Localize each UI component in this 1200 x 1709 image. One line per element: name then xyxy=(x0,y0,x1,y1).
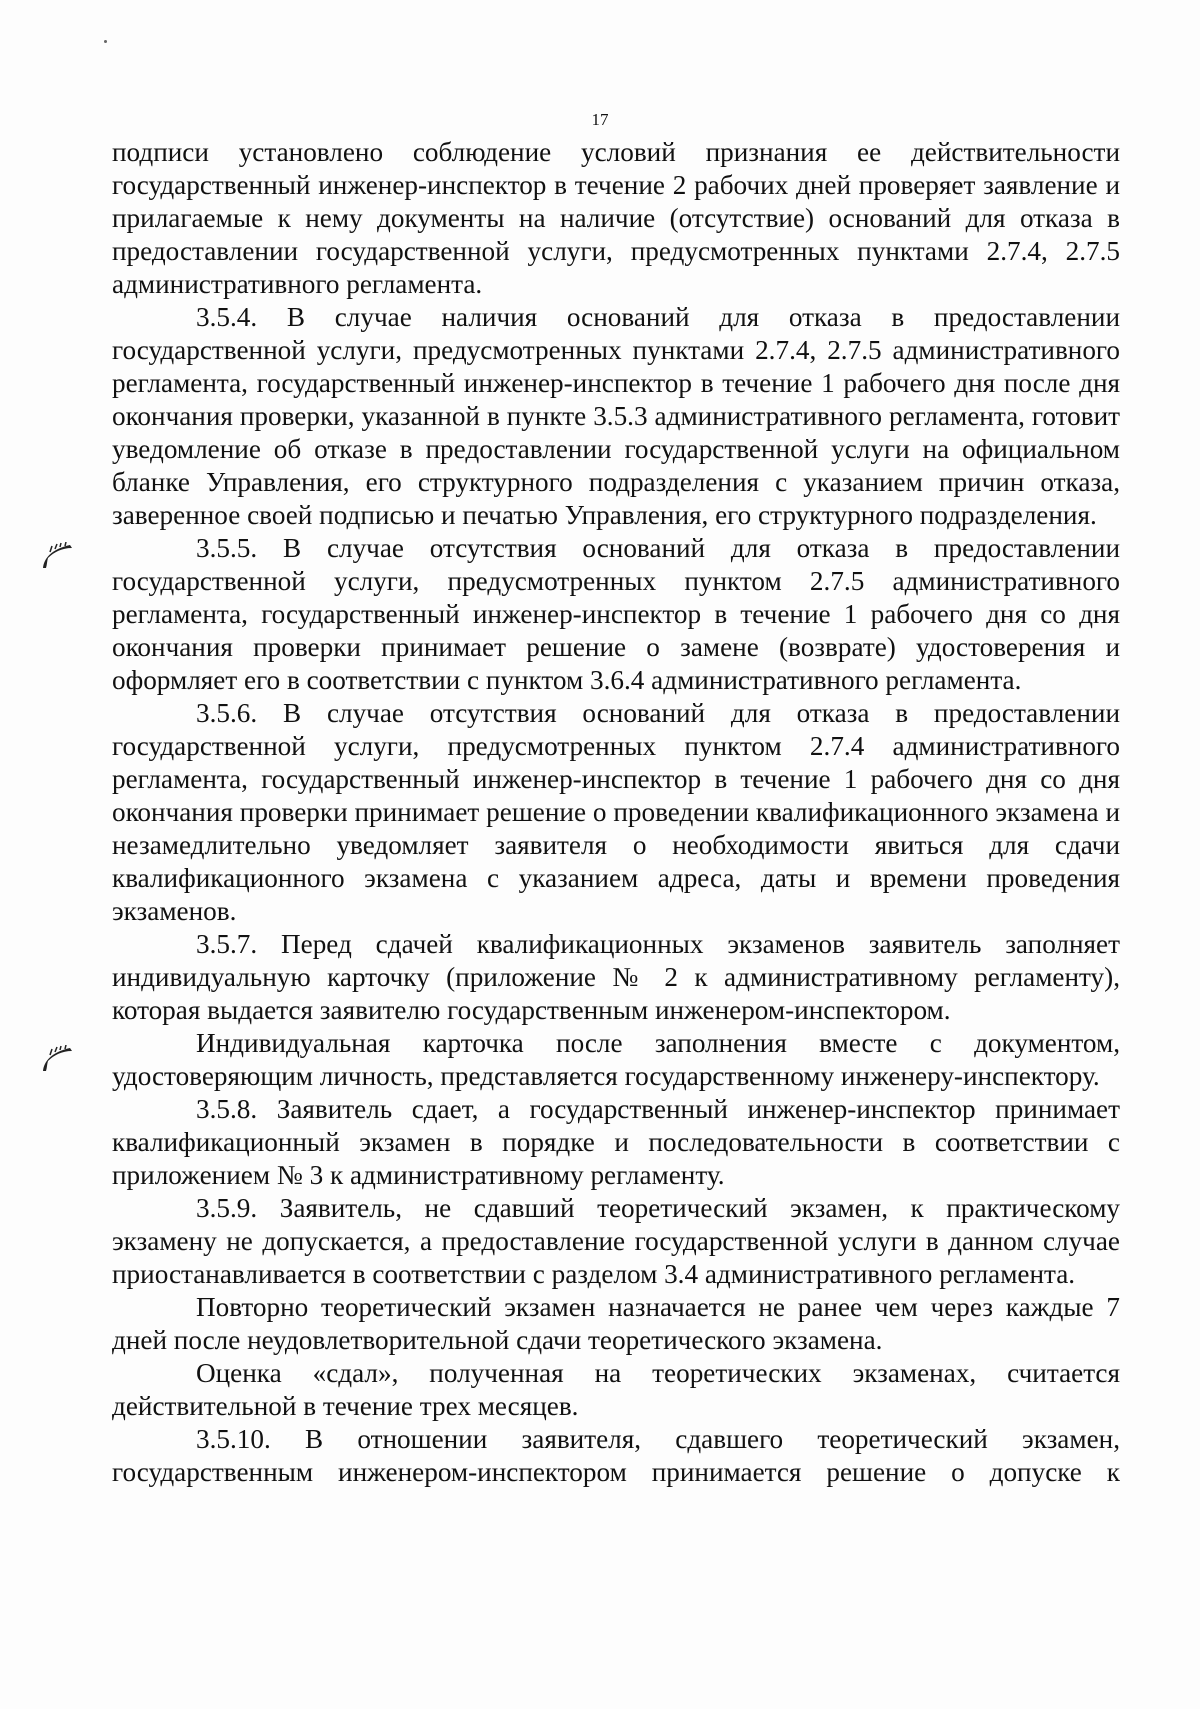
paragraph-3-5-10: 3.5.10. В отношении заявителя, сдавшего теоретический экзамен, государственным инженером-инспектором принимается решение о допуске к xyxy=(112,1424,1120,1487)
paragraph: Оценка «сдал», полученная на теоретических экзаменах, считается действительной в течение трех месяцев. xyxy=(112,1358,1120,1421)
paragraph-3-5-8: 3.5.8. Заявитель сдает, а государственный инженер-инспектор принимает квалификационный экзамен в порядке и последовательности в соответствии с приложением № 3 к административному регламенту. xyxy=(112,1094,1120,1190)
paragraph: Индивидуальная карточка после заполнения вместе с документом, удостоверяющим личность, представляется государственному инженеру-инспектору. xyxy=(112,1028,1120,1091)
punch-hole-mark xyxy=(40,542,74,570)
scan-speck xyxy=(104,40,107,43)
paragraph-3-5-4: 3.5.4. В случае наличия оснований для отказа в предоставлении государственной услуги, предусмотренных пунктами 2.7.4, 2.7.5 административного регламента, государственный инженер-инспектор в течение 1 рабочего дня после дня окончания проверки, указанной в пункте 3.5.3 административного регламента, готовит уведомление об отказе в предоставлении государственной услуги на официальном бланке Управления, его структурного подразделения с указанием причин отказа, заверенное своей подписью и печатью Управления, его структурного подразделения. xyxy=(112,302,1120,530)
paragraph-3-5-6: 3.5.6. В случае отсутствия оснований для отказа в предоставлении государственной услуги, предусмотренных пунктом 2.7.4 административного регламента, государственный инженер-инспектор в течение 1 рабочего дня со дня окончания проверки принимает решение о проведении квалификационного экзамена и незамедлительно уведомляет заявителя о необходимости явиться для сдачи квалификационного экзамена с указанием адреса, даты и времени проведения экзаменов. xyxy=(112,698,1120,926)
paragraph-3-5-5: 3.5.5. В случае отсутствия оснований для отказа в предоставлении государственной услуги, предусмотренных пунктом 2.7.5 административного регламента, государственный инженер-инспектор в течение 1 рабочего дня со дня окончания проверки принимает решение о замене (возврате) удостоверения и оформляет его в соответствии с пунктом 3.6.4 административного регламента. xyxy=(112,533,1120,695)
paragraph: подписи установлено соблюдение условий признания ее действительности государственный инженер-инспектор в течение 2 рабочих дней проверяет заявление и прилагаемые к нему документы на наличие (отсутствие) оснований для отказа в предоставлении государственной услуги, предусмотренных пунктами 2.7.4, 2.7.5 административного регламента. xyxy=(112,137,1120,299)
paragraph-3-5-9: 3.5.9. Заявитель, не сдавший теоретический экзамен, к практическому экзамену не допускается, а предоставление государственной услуги в данном случае приостанавливается в соответствии с разделом 3.4 административного регламента. xyxy=(112,1193,1120,1289)
punch-hole-mark xyxy=(40,1045,74,1073)
body-text xyxy=(112,136,1120,1489)
paragraph: Повторно теоретический экзамен назначается не ранее чем через каждые 7 дней после неудовлетворительной сдачи теоретического экзамена. xyxy=(112,1292,1120,1355)
page-number: 17 xyxy=(591,110,609,129)
paragraph-3-5-7: 3.5.7. Перед сдачей квалификационных экзаменов заявитель заполняет индивидуальную карточку (приложение № 2 к административному регламенту), которая выдается заявителю государственным инженером-инспектором. xyxy=(112,929,1120,1025)
